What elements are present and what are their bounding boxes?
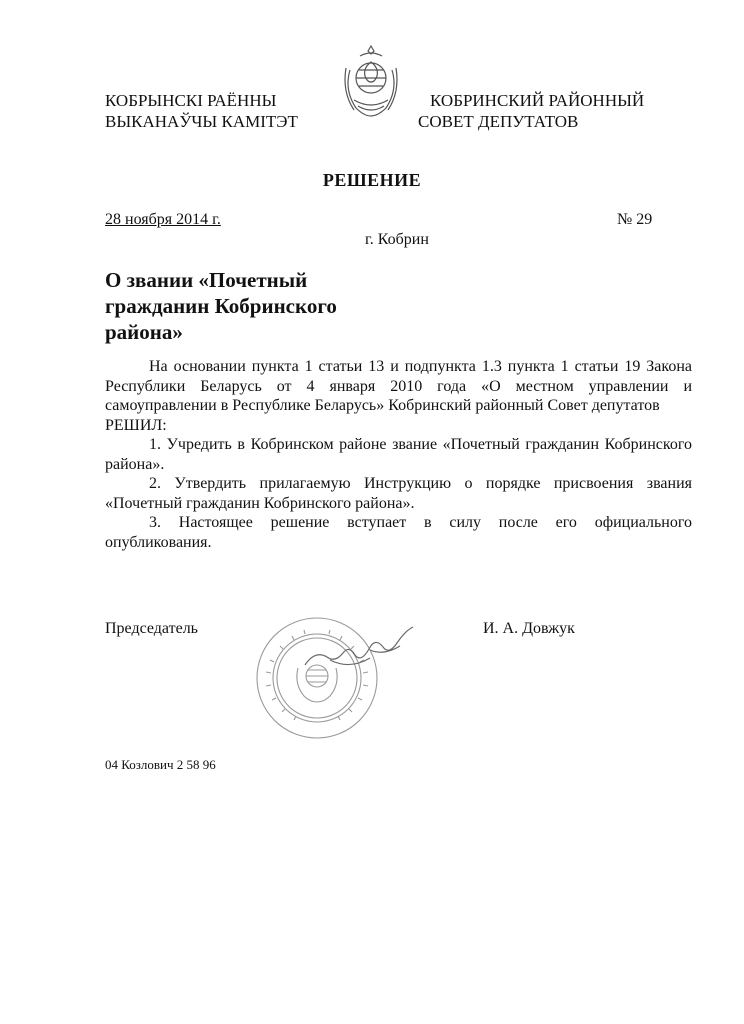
document-subject: О звании «Почетный гражданин Кобринского района»: [105, 268, 337, 344]
issuer-left-line1: КОБРЫНСКІ РАЁННЫ: [105, 91, 277, 110]
body-paragraph: На основании пункта 1 статьи 13 и подпункта 1.3 пункта 1 статьи 19 Закона Республики Беларусь от 4 января 2010 года «О местном управлении и самоуправлении в Республике Беларусь» Кобринский районный Совет депутатов: [105, 358, 692, 414]
coat-of-arms-icon: [330, 40, 412, 122]
document-city: г. Кобрин: [365, 231, 429, 248]
footer-contact: 04 Козлович 2 58 96: [105, 757, 216, 772]
body-paragraph: 2. Утвердить прилагаемую Инструкцию о порядке присвоения звания «Почетный гражданин Кобринского района».: [105, 475, 692, 512]
document-type-title: РЕШЕНИЕ: [322, 170, 422, 190]
body-paragraph: 3. Настоящее решение вступает в силу после его официального опубликования.: [105, 514, 692, 551]
document-body: [105, 357, 692, 552]
issuer-left-line2: ВЫКАНАЎЧЫ КАМІТЭТ: [105, 112, 298, 131]
body-paragraph: 1. Учредить в Кобринском районе звание «Почетный гражданин Кобринского района».: [105, 436, 692, 473]
body-paragraph: РЕШИЛ:: [105, 416, 167, 434]
handwritten-signature-icon: [300, 620, 430, 680]
document-date: 28 ноября 2014 г.: [105, 211, 221, 228]
issuer-right-line2: СОВЕТ ДЕПУТАТОВ: [418, 112, 579, 131]
signatory-name: И. А. Довжук: [483, 620, 575, 637]
issuer-right-line1: КОБРИНСКИЙ РАЙОННЫЙ: [430, 91, 645, 110]
issuer-right: [418, 90, 645, 132]
issuer-left: [105, 90, 298, 132]
signatory-position: Председатель: [105, 620, 198, 637]
document-number: № 29: [617, 211, 653, 228]
